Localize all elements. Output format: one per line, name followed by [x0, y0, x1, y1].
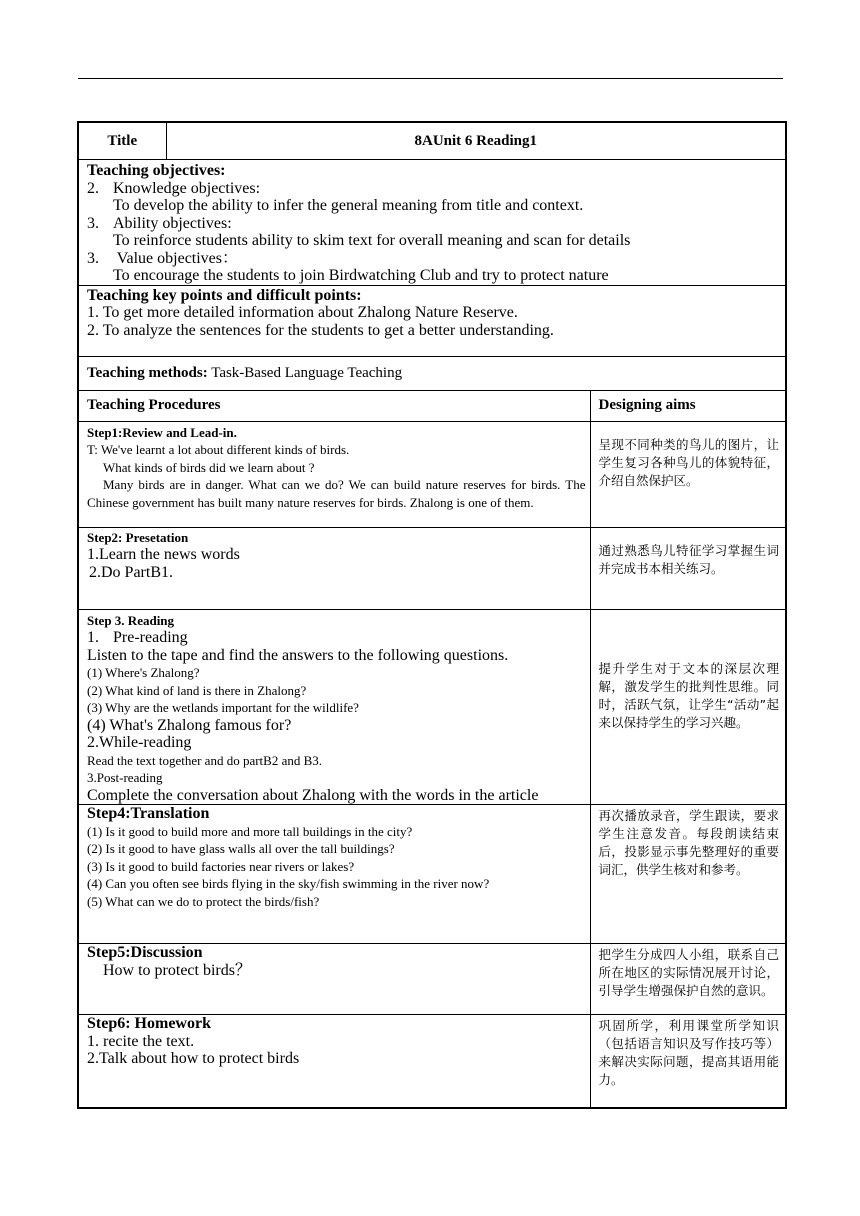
step-cell [78, 805, 590, 944]
methods-label: Teaching methods: [87, 364, 208, 381]
methods-row [78, 356, 786, 390]
key-points-row [78, 285, 786, 356]
step-line: (2) Is it good to have glass walls all over the tall buildings? [87, 841, 395, 856]
procedures-header: Teaching Procedures [78, 390, 590, 421]
step-line: 1.Learn the news words [87, 546, 240, 563]
pre-reading-num: 1. [87, 629, 99, 646]
step-cell [78, 421, 590, 527]
step-line: 2.Talk about how to protect birds [87, 1050, 300, 1067]
step-row [78, 609, 786, 805]
methods-cell [78, 356, 786, 390]
step-line: 2.Do PartB1. [89, 563, 173, 581]
step-line: 1. recite the text. [87, 1032, 195, 1050]
objective-item [87, 250, 785, 268]
aims-header: Designing aims [590, 390, 786, 421]
aim-cell: 把学生分成四人小组，联系自己所在地区的实际情况展开讨论，引导学生增强保护自然的意识。 [590, 944, 786, 1015]
aim-cell: 通过熟悉鸟儿特征学习掌握生词并完成书本相关练习。 [590, 527, 786, 609]
objective-item [87, 215, 785, 233]
reading-question: (2) What kind of land is there in Zhalong? [87, 682, 307, 698]
aim-cell: 呈现不同种类的鸟儿的图片，让学生复习各种鸟儿的体貌特征，介绍自然保护区。 [590, 421, 786, 527]
step-line: (1) Is it good to build more and more tall buildings in the city? [87, 823, 413, 839]
aim-cell: 再次播放录音，学生跟读，要求学生注意发音。每段朗读结束后，投影显示事先整理好的重要词汇，供学生核对和参考。 [590, 805, 786, 944]
header-rule [78, 78, 783, 79]
step-title: Step2: Presetation [87, 529, 189, 545]
objective-num: 2. [87, 179, 99, 197]
step-line: What kinds of birds did we learn about ? [103, 459, 315, 475]
pre-reading-label: Pre-reading [113, 629, 188, 646]
reading-question: (4) What's Zhalong famous for? [87, 716, 292, 734]
step-row [78, 527, 786, 609]
key-points-heading: Teaching key points and difficult points: [87, 286, 362, 304]
step-line: Many birds are in danger. What can we do? We can build nature reserves for birds. The Chinese government has built many nature reserves for birds. Zhalong is one of them. [87, 477, 586, 510]
objectives-row [78, 160, 786, 286]
step-cell [78, 944, 590, 1015]
key-points-cell [78, 285, 786, 356]
objective-detail: To reinforce students ability to skim text for overall meaning and scan for details [113, 232, 631, 249]
step-line: How to protect birds？ [103, 961, 251, 979]
step-title: Step1:Review and Lead-in. [87, 424, 237, 440]
procedures-header-row [78, 390, 786, 421]
step-cell [78, 1015, 590, 1109]
objective-num: 3. [87, 214, 99, 232]
step-title: Step4:Translation [87, 805, 210, 822]
reading-instruction: Listen to the tape and find the answers to the following questions. [87, 646, 509, 664]
step-line: (3) Is it good to build factories near rivers or lakes? [87, 858, 355, 874]
title-row [78, 122, 786, 160]
key-point-item: 2. To analyze the sentences for the students to get a better understanding. [87, 321, 554, 339]
key-point-item: 1. To get more detailed information about Zhalong Nature Reserve. [87, 304, 518, 321]
post-reading: 3.Post-reading [87, 770, 163, 785]
objectives-heading: Teaching objectives: [87, 162, 226, 179]
step-title: Step 3. Reading [87, 612, 175, 628]
while-reading-detail: Read the text together and do partB2 and B3. [87, 752, 323, 768]
title-value: 8AUnit 6 Reading1 [166, 122, 786, 160]
objective-num: 3. [87, 249, 99, 267]
step-line: T: We've learnt a lot about different kinds of birds. [87, 442, 350, 457]
lesson-plan-table [77, 121, 787, 1109]
step-row [78, 805, 786, 944]
objective-detail: To develop the ability to infer the general meaning from title and context. [113, 197, 584, 214]
step-row [78, 944, 786, 1015]
step-row [78, 421, 786, 527]
objective-label: Ability objectives: [113, 214, 232, 232]
step-cell [78, 609, 590, 805]
step-line: (4) Can you often see birds flying in the sky/fish swimming in the river now? [87, 876, 490, 891]
post-reading-detail: Complete the conversation about Zhalong with the words in the article [87, 786, 539, 804]
step-row [78, 1015, 786, 1109]
pre-reading-item [87, 629, 590, 647]
objectives-cell [78, 160, 786, 286]
step-title: Step5:Discussion [87, 944, 203, 961]
aim-cell: 巩固所学，利用课堂所学知识（包括语言知识及写作技巧等）来解决实际问题，提高其语用能力。 [590, 1015, 786, 1109]
objective-label: Value objectives： [113, 249, 239, 267]
reading-question: (3) Why are the wetlands important for the wildlife? [87, 700, 359, 715]
objective-item [87, 180, 785, 198]
step-line: (5) What can we do to protect the birds/fish? [87, 893, 320, 909]
aim-cell: 提升学生对于文本的深层次理解，激发学生的批判性思维。同时，活跃气氛，让学生“活动”起来以保持学生的学习兴趣。 [590, 609, 786, 805]
methods-value: Task-Based Language Teaching [207, 364, 403, 381]
reading-question: (1) Where's Zhalong? [87, 665, 200, 680]
objective-detail: To encourage the students to join Birdwatching Club and try to protect nature [113, 267, 609, 284]
objective-label: Knowledge objectives: [113, 179, 261, 197]
title-label: Title [78, 122, 166, 160]
step-title: Step6: Homework [87, 1015, 211, 1032]
while-reading: 2.While-reading [87, 734, 192, 751]
step-cell [78, 527, 590, 609]
